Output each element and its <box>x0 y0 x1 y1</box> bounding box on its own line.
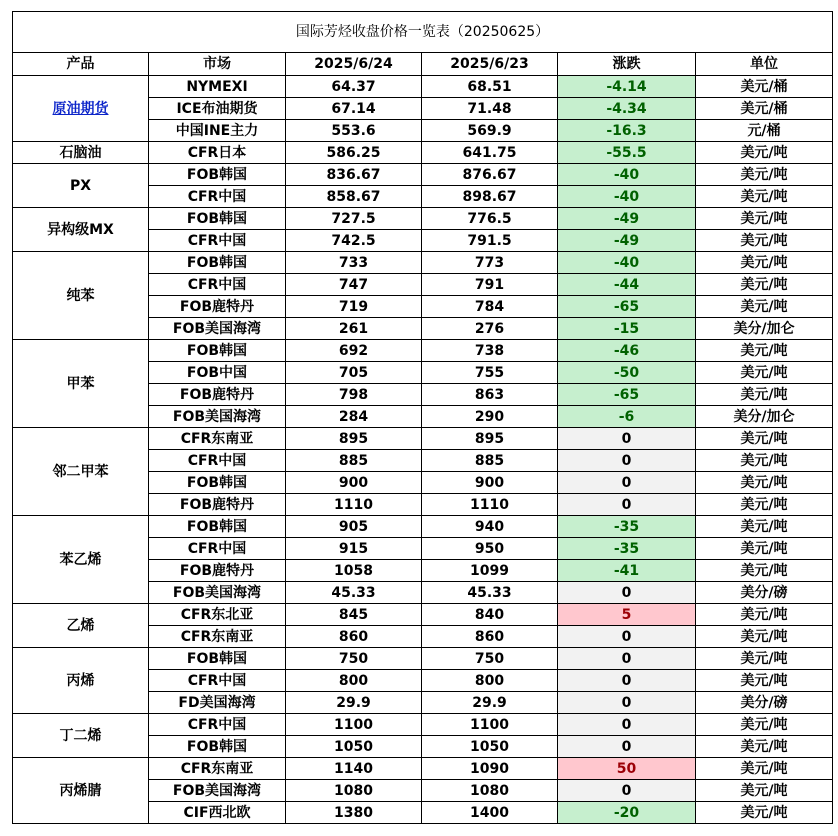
price-cell-date-1: 29.9 <box>286 692 422 714</box>
market-cell: CFR中国 <box>149 450 286 472</box>
market-cell: FOB美国海湾 <box>149 406 286 428</box>
unit-cell: 美元/吨 <box>696 296 833 318</box>
price-cell-date-1: 915 <box>286 538 422 560</box>
unit-cell: 美元/吨 <box>696 230 833 252</box>
change-cell: -4.34 <box>558 98 696 120</box>
price-cell-date-2: 800 <box>422 670 558 692</box>
change-cell: 0 <box>558 736 696 758</box>
price-cell-date-2: 750 <box>422 648 558 670</box>
market-cell: CFR中国 <box>149 538 286 560</box>
price-cell-date-1: 845 <box>286 604 422 626</box>
unit-cell: 美元/吨 <box>696 186 833 208</box>
price-cell-date-1: 885 <box>286 450 422 472</box>
price-cell-date-2: 1090 <box>422 758 558 780</box>
table-row <box>13 758 833 780</box>
unit-cell: 美分/加仑 <box>696 406 833 428</box>
price-cell-date-1: 858.67 <box>286 186 422 208</box>
unit-cell: 美分/磅 <box>696 582 833 604</box>
table-row <box>13 714 833 736</box>
price-cell-date-1: 900 <box>286 472 422 494</box>
unit-cell: 美元/吨 <box>696 604 833 626</box>
change-cell: -4.14 <box>558 76 696 98</box>
price-cell-date-1: 1080 <box>286 780 422 802</box>
unit-cell: 美元/桶 <box>696 98 833 120</box>
price-cell-date-2: 885 <box>422 450 558 472</box>
change-cell: 0 <box>558 582 696 604</box>
price-cell-date-1: 284 <box>286 406 422 428</box>
product-cell: 丁二烯 <box>13 714 149 758</box>
unit-cell: 美元/吨 <box>696 538 833 560</box>
price-cell-date-1: 742.5 <box>286 230 422 252</box>
table-row <box>13 604 833 626</box>
price-cell-date-1: 261 <box>286 318 422 340</box>
price-cell-date-2: 791.5 <box>422 230 558 252</box>
product-cell: 石脑油 <box>13 142 149 164</box>
unit-cell: 美元/吨 <box>696 164 833 186</box>
change-cell: 0 <box>558 494 696 516</box>
unit-cell: 美元/吨 <box>696 802 833 824</box>
unit-cell: 美元/吨 <box>696 362 833 384</box>
price-cell-date-2: 776.5 <box>422 208 558 230</box>
unit-cell: 美元/吨 <box>696 274 833 296</box>
change-cell: -15 <box>558 318 696 340</box>
table-row <box>13 648 833 670</box>
price-cell-date-1: 727.5 <box>286 208 422 230</box>
unit-cell: 美元/桶 <box>696 76 833 98</box>
price-cell-date-2: 1080 <box>422 780 558 802</box>
price-cell-date-1: 750 <box>286 648 422 670</box>
unit-cell: 美元/吨 <box>696 714 833 736</box>
market-cell: FOB韩国 <box>149 648 286 670</box>
price-cell-date-1: 800 <box>286 670 422 692</box>
price-cell-date-1: 860 <box>286 626 422 648</box>
price-cell-date-2: 1050 <box>422 736 558 758</box>
change-cell: -49 <box>558 208 696 230</box>
change-cell: -40 <box>558 252 696 274</box>
change-cell: 0 <box>558 626 696 648</box>
table-row <box>13 340 833 362</box>
price-cell-date-1: 553.6 <box>286 120 422 142</box>
unit-cell: 美元/吨 <box>696 560 833 582</box>
market-cell: CFR东南亚 <box>149 758 286 780</box>
market-cell: FOB韩国 <box>149 736 286 758</box>
market-cell: FOB美国海湾 <box>149 582 286 604</box>
price-cell-date-2: 900 <box>422 472 558 494</box>
change-cell: 0 <box>558 692 696 714</box>
change-cell: -50 <box>558 362 696 384</box>
product-cell[interactable] <box>13 76 149 142</box>
table-row <box>13 208 833 230</box>
table-row <box>13 516 833 538</box>
change-cell: -35 <box>558 538 696 560</box>
price-cell-date-1: 67.14 <box>286 98 422 120</box>
price-cell-date-2: 71.48 <box>422 98 558 120</box>
change-cell: 0 <box>558 670 696 692</box>
market-cell: FOB鹿特丹 <box>149 384 286 406</box>
product-cell: 丙烯 <box>13 648 149 714</box>
market-cell: CFR东南亚 <box>149 428 286 450</box>
market-cell: CFR东北亚 <box>149 604 286 626</box>
unit-cell: 美分/磅 <box>696 692 833 714</box>
change-cell: -35 <box>558 516 696 538</box>
price-cell-date-1: 1110 <box>286 494 422 516</box>
price-cell-date-2: 791 <box>422 274 558 296</box>
price-cell-date-2: 863 <box>422 384 558 406</box>
market-cell: FOB鹿特丹 <box>149 560 286 582</box>
change-cell: 0 <box>558 428 696 450</box>
change-cell: -49 <box>558 230 696 252</box>
change-cell: -20 <box>558 802 696 824</box>
price-cell-date-2: 29.9 <box>422 692 558 714</box>
price-cell-date-2: 895 <box>422 428 558 450</box>
product-cell: 甲苯 <box>13 340 149 428</box>
unit-cell: 美元/吨 <box>696 758 833 780</box>
change-cell: -6 <box>558 406 696 428</box>
price-cell-date-2: 773 <box>422 252 558 274</box>
market-cell: CFR中国 <box>149 714 286 736</box>
change-cell: -44 <box>558 274 696 296</box>
table-row <box>13 428 833 450</box>
price-cell-date-1: 1058 <box>286 560 422 582</box>
price-cell-date-1: 1380 <box>286 802 422 824</box>
price-cell-date-2: 840 <box>422 604 558 626</box>
price-sheet <box>12 11 832 824</box>
price-cell-date-1: 733 <box>286 252 422 274</box>
price-cell-date-1: 1140 <box>286 758 422 780</box>
price-cell-date-1: 586.25 <box>286 142 422 164</box>
unit-cell: 美元/吨 <box>696 780 833 802</box>
price-cell-date-1: 1050 <box>286 736 422 758</box>
table-row <box>13 164 833 186</box>
price-table <box>12 11 833 824</box>
product-cell: 苯乙烯 <box>13 516 149 604</box>
product-cell: PX <box>13 164 149 208</box>
price-cell-date-2: 1400 <box>422 802 558 824</box>
market-cell: CFR中国 <box>149 670 286 692</box>
price-cell-date-1: 45.33 <box>286 582 422 604</box>
change-cell: -40 <box>558 164 696 186</box>
change-cell: -16.3 <box>558 120 696 142</box>
change-cell: -41 <box>558 560 696 582</box>
price-cell-date-2: 290 <box>422 406 558 428</box>
market-cell: NYMEXI <box>149 76 286 98</box>
header-change: 涨跌 <box>558 53 696 76</box>
unit-cell: 美元/吨 <box>696 648 833 670</box>
price-cell-date-2: 860 <box>422 626 558 648</box>
unit-cell: 美元/吨 <box>696 472 833 494</box>
unit-cell: 美元/吨 <box>696 208 833 230</box>
price-cell-date-1: 895 <box>286 428 422 450</box>
unit-cell: 美元/吨 <box>696 494 833 516</box>
header-date-2: 2025/6/23 <box>422 53 558 76</box>
unit-cell: 美元/吨 <box>696 142 833 164</box>
change-cell: -46 <box>558 340 696 362</box>
unit-cell: 元/桶 <box>696 120 833 142</box>
market-cell: FD美国海湾 <box>149 692 286 714</box>
market-cell: CFR中国 <box>149 186 286 208</box>
price-cell-date-2: 569.9 <box>422 120 558 142</box>
price-cell-date-2: 641.75 <box>422 142 558 164</box>
price-cell-date-2: 1110 <box>422 494 558 516</box>
market-cell: FOB韩国 <box>149 252 286 274</box>
unit-cell: 美元/吨 <box>696 516 833 538</box>
header-unit: 单位 <box>696 53 833 76</box>
price-cell-date-2: 276 <box>422 318 558 340</box>
change-cell: 0 <box>558 472 696 494</box>
market-cell: CFR中国 <box>149 230 286 252</box>
header-product: 产品 <box>13 53 149 76</box>
price-cell-date-2: 784 <box>422 296 558 318</box>
price-cell-date-2: 755 <box>422 362 558 384</box>
change-cell: 0 <box>558 714 696 736</box>
price-cell-date-1: 798 <box>286 384 422 406</box>
market-cell: CFR中国 <box>149 274 286 296</box>
market-cell: FOB美国海湾 <box>149 318 286 340</box>
price-cell-date-2: 738 <box>422 340 558 362</box>
market-cell: FOB韩国 <box>149 472 286 494</box>
product-cell: 丙烯腈 <box>13 758 149 824</box>
table-row <box>13 252 833 274</box>
header-market: 市场 <box>149 53 286 76</box>
product-cell: 乙烯 <box>13 604 149 648</box>
change-cell: -40 <box>558 186 696 208</box>
unit-cell: 美元/吨 <box>696 736 833 758</box>
price-cell-date-2: 950 <box>422 538 558 560</box>
market-cell: CIF西北欧 <box>149 802 286 824</box>
market-cell: FOB韩国 <box>149 340 286 362</box>
price-cell-date-1: 692 <box>286 340 422 362</box>
table-body <box>13 76 833 824</box>
change-cell: 0 <box>558 780 696 802</box>
unit-cell: 美元/吨 <box>696 252 833 274</box>
price-cell-date-1: 705 <box>286 362 422 384</box>
table-row <box>13 76 833 98</box>
table-row <box>13 142 833 164</box>
change-cell: 0 <box>558 648 696 670</box>
unit-cell: 美元/吨 <box>696 670 833 692</box>
price-cell-date-2: 876.67 <box>422 164 558 186</box>
price-cell-date-1: 836.67 <box>286 164 422 186</box>
market-cell: CFR东南亚 <box>149 626 286 648</box>
market-cell: FOB韩国 <box>149 164 286 186</box>
market-cell: 中国INE主力 <box>149 120 286 142</box>
product-link[interactable]: 原油期货 <box>52 100 109 117</box>
price-cell-date-2: 1100 <box>422 714 558 736</box>
change-cell: -65 <box>558 296 696 318</box>
header-row <box>13 53 833 76</box>
unit-cell: 美元/吨 <box>696 340 833 362</box>
header-date-1: 2025/6/24 <box>286 53 422 76</box>
unit-cell: 美元/吨 <box>696 428 833 450</box>
price-cell-date-2: 68.51 <box>422 76 558 98</box>
market-cell: FOB韩国 <box>149 208 286 230</box>
price-cell-date-1: 1100 <box>286 714 422 736</box>
market-cell: FOB中国 <box>149 362 286 384</box>
market-cell: FOB鹿特丹 <box>149 494 286 516</box>
unit-cell: 美元/吨 <box>696 384 833 406</box>
product-cell: 纯苯 <box>13 252 149 340</box>
market-cell: FOB韩国 <box>149 516 286 538</box>
price-cell-date-1: 905 <box>286 516 422 538</box>
unit-cell: 美元/吨 <box>696 450 833 472</box>
price-cell-date-2: 940 <box>422 516 558 538</box>
market-cell: CFR日本 <box>149 142 286 164</box>
price-cell-date-1: 719 <box>286 296 422 318</box>
product-cell: 异构级MX <box>13 208 149 252</box>
market-cell: ICE布油期货 <box>149 98 286 120</box>
change-cell: 50 <box>558 758 696 780</box>
market-cell: FOB鹿特丹 <box>149 296 286 318</box>
change-cell: 5 <box>558 604 696 626</box>
price-cell-date-1: 747 <box>286 274 422 296</box>
change-cell: -55.5 <box>558 142 696 164</box>
product-cell: 邻二甲苯 <box>13 428 149 516</box>
change-cell: 0 <box>558 450 696 472</box>
change-cell: -65 <box>558 384 696 406</box>
table-title: 国际芳烃收盘价格一览表（20250625） <box>13 12 833 53</box>
unit-cell: 美分/加仑 <box>696 318 833 340</box>
price-cell-date-2: 45.33 <box>422 582 558 604</box>
unit-cell: 美元/吨 <box>696 626 833 648</box>
price-cell-date-2: 898.67 <box>422 186 558 208</box>
price-cell-date-2: 1099 <box>422 560 558 582</box>
market-cell: FOB美国海湾 <box>149 780 286 802</box>
price-cell-date-1: 64.37 <box>286 76 422 98</box>
